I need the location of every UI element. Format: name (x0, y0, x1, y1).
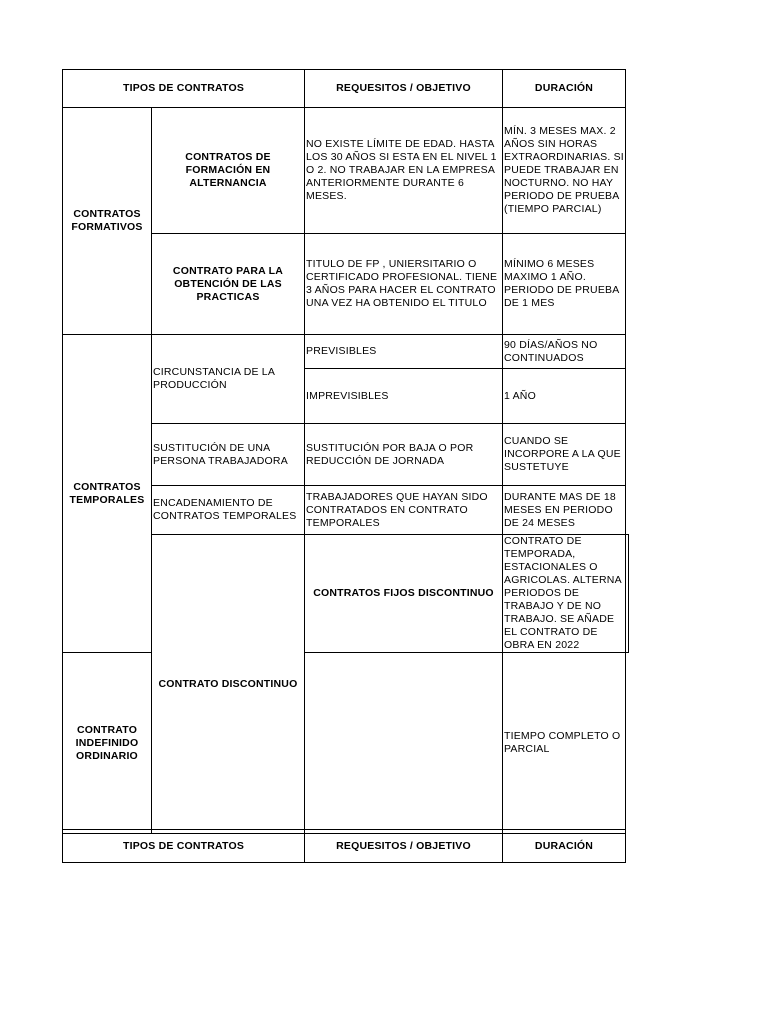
duracion-alternancia: MÍN. 3 MESES MAX. 2 AÑOS SIN HORAS EXTRAORDINARIAS. SI PUEDE TRABAJAR EN NOCTURNO. NO HAY PERIODO DE PRUEBA (TIEMPO PARCIAL) (503, 108, 626, 234)
table-row (63, 108, 629, 234)
requisitos-encadenamiento: TRABAJADORES QUE HAYAN SIDO CONTRATADOS EN CONTRATO TEMPORALES (305, 486, 503, 535)
header-duracion: DURACIÓN (503, 70, 626, 108)
contracts-table-header-repeat (62, 829, 626, 863)
duracion-previsibles: 90 DÍAS/AÑOS NO CONTINUADOS (503, 335, 626, 369)
duracion-indefinido: TIEMPO COMPLETO O PARCIAL (503, 653, 626, 834)
duracion-fijos (626, 535, 629, 653)
requisitos-alternancia: NO EXISTE LÍMITE DE EDAD. HASTA LOS 30 AÑOS SI ESTA EN EL NIVEL 1 O 2. NO TRABAJAR EN LA EMPRESA ANTERIORMENTE DURANTE 6 MESES. (305, 108, 503, 234)
header-requisitos: REQUESITOS / OBJETIVO (305, 830, 503, 863)
group-temporales: CONTRATOS TEMPORALES (63, 335, 152, 653)
requisitos-indefinido (305, 653, 503, 834)
header-tipos: TIPOS DE CONTRATOS (63, 830, 305, 863)
duracion-practicas: MÍNIMO 6 MESES MAXIMO 1 AÑO. PERIODO DE PRUEBA DE 1 MES (503, 234, 626, 335)
header-tipos: TIPOS DE CONTRATOS (63, 70, 305, 108)
contract-practicas: CONTRATO PARA LA OBTENCIÓN DE LAS PRACTICAS (152, 234, 305, 335)
duracion-encadenamiento: DURANTE MAS DE 18 MESES EN PERIODO DE 24 MESES (503, 486, 626, 535)
requisitos-fijos: CONTRATO DE TEMPORADA, ESTACIONALES O AGRICOLAS. ALTERNA PERIODOS DE TRABAJO Y DE NO TRABAJO. SE AÑADE EL CONTRATO DE OBRA EN 2022 (503, 535, 626, 653)
duracion-sustitucion: CUANDO SE INCORPORE A LA QUE SUSTETUYE (503, 424, 626, 486)
contract-circunstancia: CIRCUNSTANCIA DE LA PRODUCCIÓN (152, 335, 305, 424)
group-discontinuo: CONTRATO DISCONTINUO (152, 535, 305, 834)
contract-encadenamiento: ENCADENAMIENTO DE CONTRATOS TEMPORALES (152, 486, 305, 535)
contracts-table (62, 69, 629, 834)
contract-sustitucion: SUSTITUCIÓN DE UNA PERSONA TRABAJADORA (152, 424, 305, 486)
header-duracion: DURACIÓN (503, 830, 626, 863)
group-formativos: CONTRATOS FORMATIVOS (63, 108, 152, 335)
duracion-imprevisibles: 1 AÑO (503, 369, 626, 424)
contract-indefinido: CONTRATO INDEFINIDO ORDINARIO (63, 653, 152, 834)
header-row (63, 830, 626, 863)
header-row (63, 70, 629, 108)
table-row (63, 653, 629, 834)
contract-alternancia: CONTRATOS DE FORMACIÓN EN ALTERNANCIA (152, 108, 305, 234)
table-row (63, 335, 629, 369)
requisitos-previsibles: PREVISIBLES (305, 335, 503, 369)
requisitos-sustitucion: SUSTITUCIÓN POR BAJA O POR REDUCCIÓN DE JORNADA (305, 424, 503, 486)
requisitos-imprevisibles: IMPREVISIBLES (305, 369, 503, 424)
contract-fijos: CONTRATOS FIJOS DISCONTINUO (305, 535, 503, 653)
header-requisitos: REQUESITOS / OBJETIVO (305, 70, 503, 108)
requisitos-practicas: TITULO DE FP , UNIERSITARIO O CERTIFICADO PROFESIONAL. TIENE 3 AÑOS PARA HACER EL CONTRATO UNA VEZ HA OBTENIDO EL TITULO (305, 234, 503, 335)
